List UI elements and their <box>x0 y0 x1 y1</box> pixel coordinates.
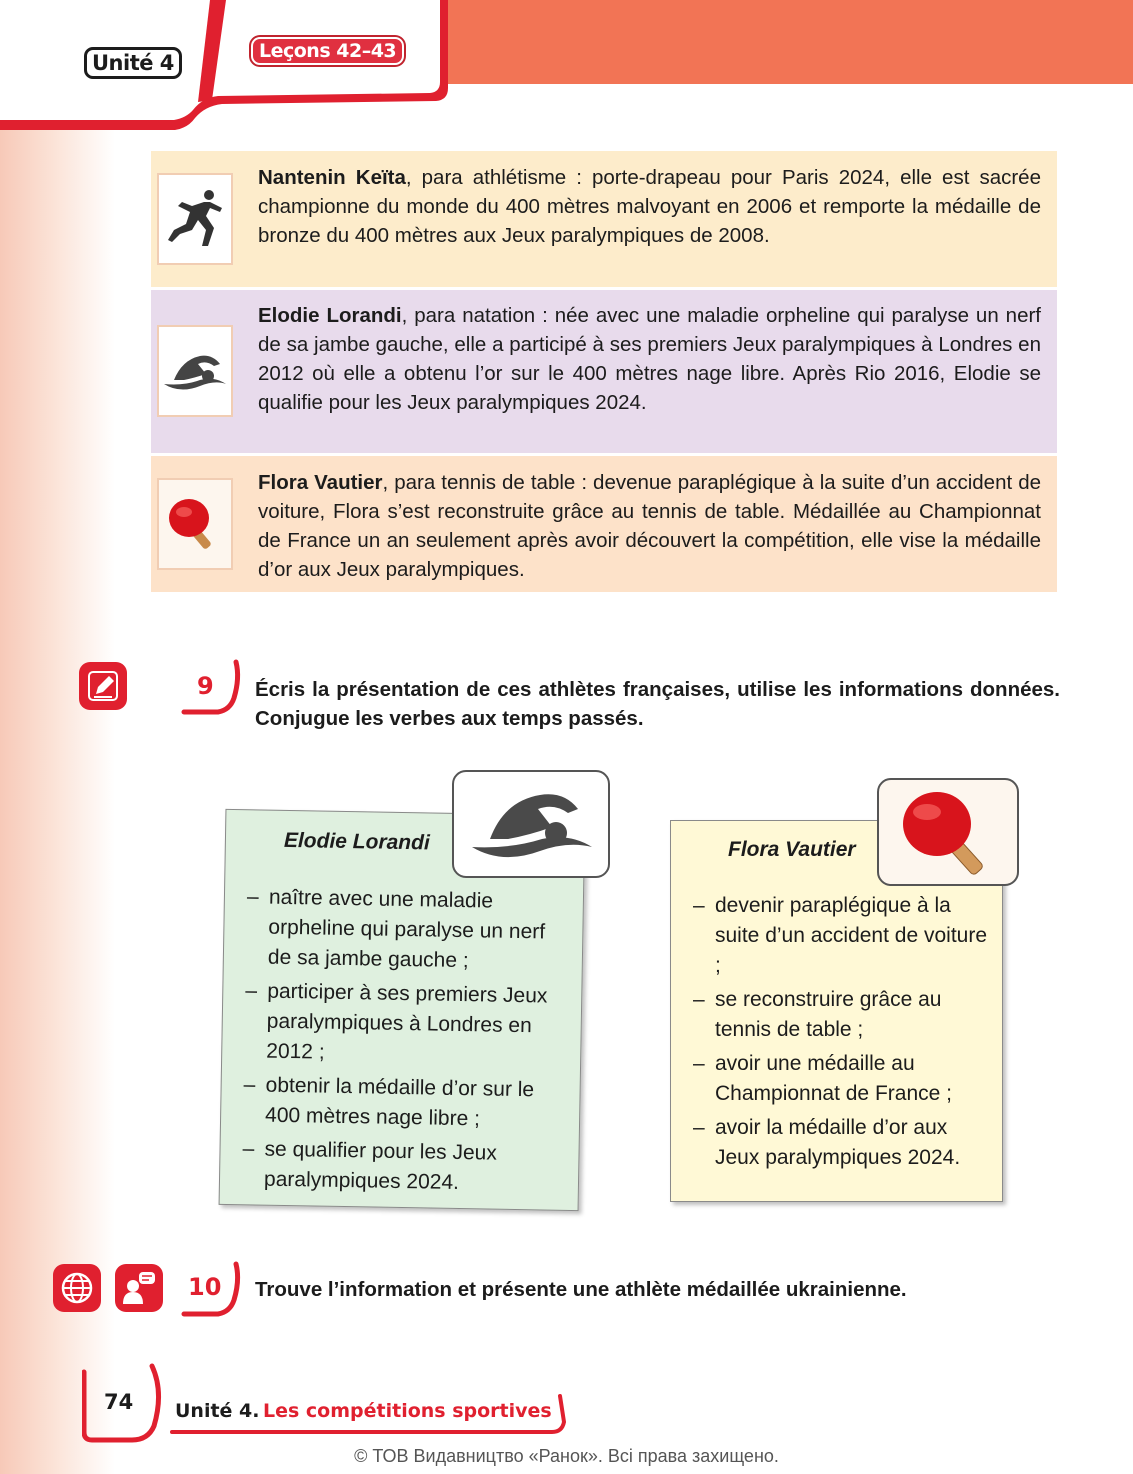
copyright-notice: © ТОВ Видавництво «Ранок». Всі права захищено. <box>354 1446 779 1466</box>
exercise-instruction: Trouve l’information et présente une athlète médaillée ukrainienne. <box>255 1278 907 1301</box>
exercise-number: 9 <box>197 672 214 700</box>
exercise-instruction: Écris la présentation de ces athlètes françaises, utilise les informations données. Conjugue les verbes aux temps passés. <box>255 678 1060 730</box>
list-item: – devenir paraplégique à la suite d’un accident de voiture ; <box>693 891 993 981</box>
header-band <box>440 0 1133 84</box>
footer-unit-label: Unité 4. <box>175 1400 260 1422</box>
left-margin-strip <box>0 0 115 1474</box>
athlete-row-keita <box>151 151 1057 287</box>
card-list <box>693 891 993 1177</box>
swimmer-icon <box>452 770 610 878</box>
athlete-name: Elodie Lorandi <box>258 304 402 327</box>
list-item: – obtenir la médaille d’or sur le 400 mètres nage libre ; <box>243 1070 562 1136</box>
swimmer-icon <box>157 325 233 417</box>
list-item: – se reconstruire grâce au tennis de table ; <box>693 985 993 1045</box>
athlete-name: Flora Vautier <box>258 471 383 494</box>
header-tab <box>0 0 448 130</box>
runner-icon <box>157 173 233 265</box>
page-number: 74 <box>104 1390 134 1414</box>
pencil-icon <box>79 662 127 710</box>
internet-icon <box>53 1264 101 1312</box>
exercise-number: 10 <box>188 1273 222 1301</box>
list-item: – se qualifier pour les Jeux paralympiques 2024. <box>242 1134 561 1200</box>
list-item: – avoir la médaille d’or aux Jeux paralympiques 2024. <box>693 1113 993 1173</box>
athlete-row-vautier <box>151 456 1057 592</box>
card-list <box>242 882 565 1204</box>
footer-unit-title: Les compétitions sportives <box>263 1400 552 1422</box>
list-item: – naître avec une maladie orpheline qui paralyse un nerf de sa jambe gauche ; <box>246 882 566 978</box>
ping-pong-paddle-icon <box>877 778 1019 886</box>
athlete-description: Flora Vautier, para tennis de table : devenue paraplégique à la suite d’un accident de voiture, Flora s’est reconstruite grâce au tennis de table. Médaillée au Championnat de France un an seulement après avoir découvert la compétition, elle vise la médaille d’or aux Jeux paralympiques. <box>258 471 1041 581</box>
athlete-description: Elodie Lorandi, para natation : née avec une maladie orpheline qui paralyse un nerf de sa jambe gauche, elle a participé à ses premiers Jeux paralympiques à Londres en 2012 où elle a obtenu l’or sur le 400 mètres nage libre. Après Rio 2016, Elodie se qualifie pour les Jeux paralympiques 2024. <box>258 304 1041 414</box>
lessons-badge: Leçons 42–43 <box>251 37 404 65</box>
unit-badge: Unité 4 <box>84 47 182 79</box>
athlete-row-lorandi <box>151 290 1057 453</box>
athlete-description: Nantenin Keïta, para athlétisme : porte-drapeau pour Paris 2024, elle est sacrée championne du monde du 400 mètres malvoyant en 2006 et remporte la médaille de bronze du 400 mètres aux Jeux paralympiques de 2008. <box>258 166 1041 247</box>
speaking-icon <box>115 1264 163 1312</box>
card-title: Flora Vautier <box>728 838 856 861</box>
ping-pong-paddle-icon <box>157 478 233 570</box>
list-item: – avoir une médaille au Championnat de France ; <box>693 1049 993 1109</box>
card-title: Elodie Lorandi <box>283 828 430 855</box>
athlete-name: Nantenin Keïta <box>258 166 406 189</box>
list-item: – participer à ses premiers Jeux paralympiques à Londres en 2012 ; <box>244 976 564 1072</box>
